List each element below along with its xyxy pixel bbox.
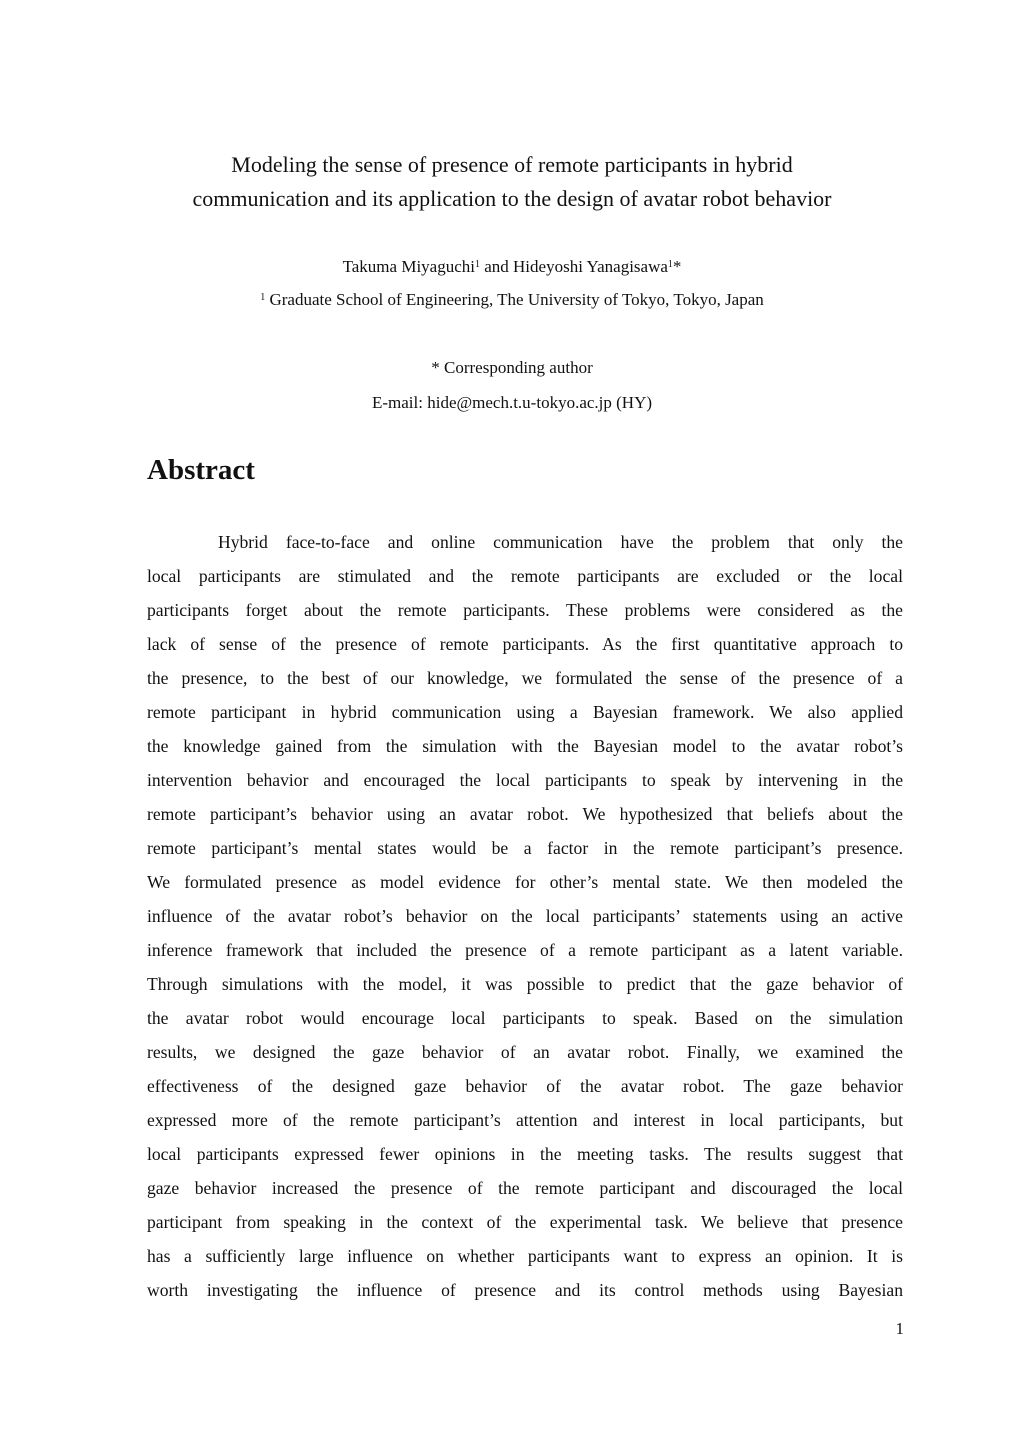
abstract-line: results, we designed the gaze behavior of an avatar robot. Finally, we examined the — [147, 1042, 903, 1062]
author-affiliation-mark-2: 1 — [667, 259, 673, 270]
abstract-line: We formulated presence as model evidence for other’s mental state. We then modeled the — [147, 872, 903, 892]
title-line-1: Modeling the sense of presence of remote participants in hybrid — [231, 152, 793, 177]
abstract-line: effectiveness of the designed gaze behavior of the avatar robot. The gaze behavior — [147, 1076, 903, 1096]
abstract-line: inference framework that included the presence of a remote participant as a latent variable. — [147, 940, 903, 960]
page-number: 1 — [895, 1319, 904, 1338]
abstract-line: the presence, to the best of our knowledge, we formulated the sense of the presence of a — [147, 668, 903, 688]
author-name-1: Takuma Miyaguchi — [342, 257, 475, 276]
affiliation-mark: 1 — [260, 292, 266, 303]
abstract-line: local participants expressed fewer opinions in the meeting tasks. The results suggest that — [147, 1144, 903, 1164]
abstract-body — [147, 525, 903, 1307]
abstract-line: influence of the avatar robot’s behavior on the local participants’ statements using an active — [147, 906, 903, 926]
abstract-line: the avatar robot would encourage local participants to speak. Based on the simulation — [147, 1008, 903, 1028]
abstract-line: has a sufficiently large influence on whether participants want to express an opinion. It is — [147, 1246, 903, 1266]
paper-title — [120, 148, 904, 216]
author-list — [120, 256, 904, 278]
abstract-line: Hybrid face-to-face and online communication have the problem that only the — [218, 532, 903, 552]
abstract-line: lack of sense of the presence of remote participants. As the first quantitative approach to — [147, 634, 903, 654]
author-name-2: Hideyoshi Yanagisawa — [513, 257, 668, 276]
abstract-line: intervention behavior and encouraged the local participants to speak by intervening in the — [147, 770, 903, 790]
abstract-line: remote participant in hybrid communication using a Bayesian framework. We also applied — [147, 702, 903, 722]
affiliation — [120, 289, 904, 311]
affiliation-text: Graduate School of Engineering, The University of Tokyo, Tokyo, Japan — [265, 290, 764, 309]
abstract-line: remote participant’s mental states would be a factor in the remote participant’s presence. — [147, 838, 903, 858]
abstract-line: the knowledge gained from the simulation with the Bayesian model to the avatar robot’s — [147, 736, 903, 756]
title-line-2: communication and its application to the design of avatar robot behavior — [192, 186, 832, 211]
corresponding-author-note: * Corresponding author — [431, 358, 593, 377]
abstract-line: local participants are stimulated and the remote participants are excluded or the local — [147, 566, 903, 586]
abstract-line: Through simulations with the model, it was possible to predict that the gaze behavior of — [147, 974, 903, 994]
contact-email: E-mail: hide@mech.t.u-tokyo.ac.jp (HY) — [371, 393, 653, 412]
corresponding-author-mark: * — [672, 257, 682, 276]
author-affiliation-mark-1: 1 — [474, 259, 480, 270]
abstract-line: participants forget about the remote participants. These problems were considered as the — [147, 600, 903, 620]
abstract-line: gaze behavior increased the presence of the remote participant and discouraged the local — [147, 1178, 903, 1198]
abstract-line: participant from speaking in the context of the experimental task. We believe that presence — [147, 1212, 903, 1232]
abstract-heading: Abstract — [147, 454, 255, 486]
abstract-line: expressed more of the remote participant’s attention and interest in local participants, but — [147, 1110, 903, 1130]
abstract-line: remote participant’s behavior using an avatar robot. We hypothesized that beliefs about the — [147, 804, 903, 824]
author-connector: and — [479, 257, 514, 276]
abstract-line: worth investigating the influence of presence and its control methods using Bayesian — [147, 1280, 903, 1300]
